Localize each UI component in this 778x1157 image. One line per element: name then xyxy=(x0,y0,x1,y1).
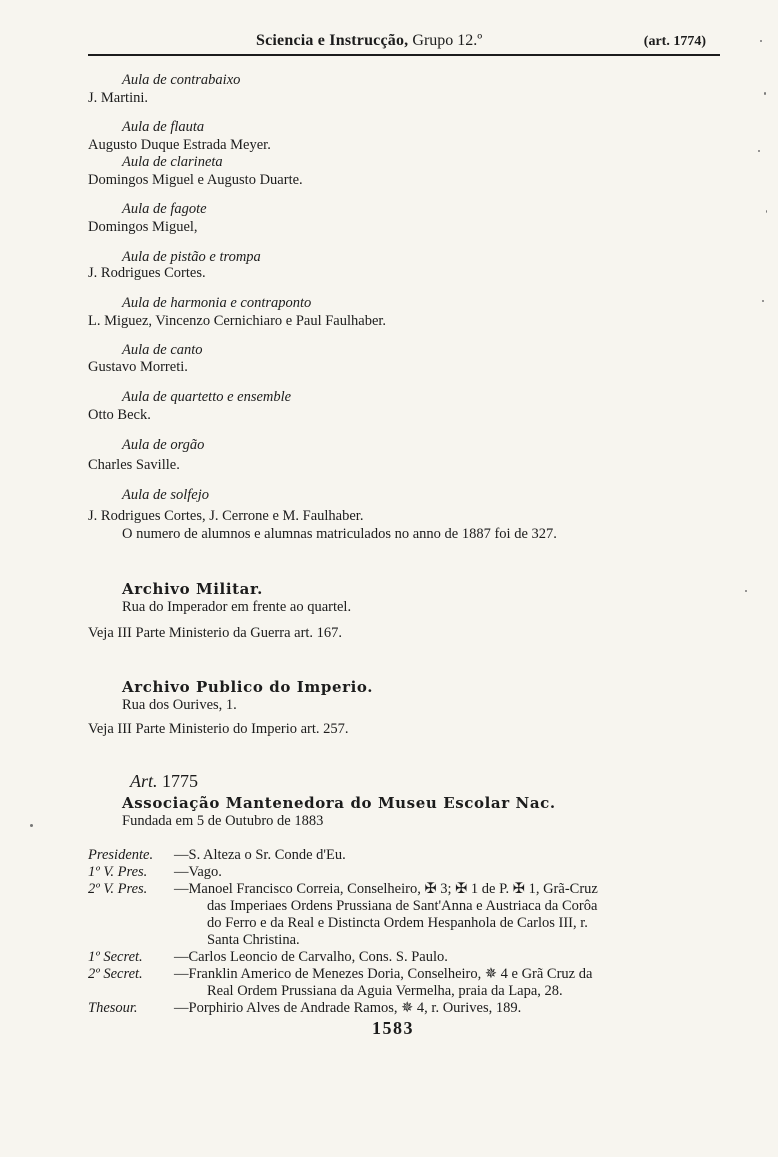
page-number: 1583 xyxy=(372,1018,414,1038)
association-title: Associação Mantenedora do Museu Escolar Nac. xyxy=(122,794,556,812)
officer-name: —Porphirio Alves de Andrade Ramos, ✵ 4, r. Ourives, 189. xyxy=(174,1000,522,1016)
section-title-archivo-publico: Archivo Publico do Imperio. xyxy=(122,678,374,696)
officer-role: 2º Secret. xyxy=(88,966,143,982)
officer-detail: do Ferro e da Real e Distincta Ordem Hespanhola de Carlos III, r. xyxy=(207,915,588,931)
section-title-archivo-militar: Archivo Militar. xyxy=(122,580,263,598)
article-label: Art. xyxy=(130,771,158,791)
officer-detail: Real Ordem Prussiana da Aguia Vermelha, praia da Lapa, 28. xyxy=(207,983,563,999)
scan-speck xyxy=(762,300,764,302)
running-header xyxy=(88,28,720,56)
course-teachers: Augusto Duque Estrada Meyer. xyxy=(88,137,271,153)
scan-speck xyxy=(30,824,33,827)
course-teachers: Gustavo Morreti. xyxy=(88,359,188,375)
running-title-bold: Sciencia e Instrucção, xyxy=(256,32,409,49)
scan-speck xyxy=(760,40,762,42)
article-heading xyxy=(130,772,198,790)
officer-detail: das Imperiaes Ordens Prussiana de Sant'Anna e Austriaca da Corôa xyxy=(207,898,598,914)
course-teachers: J. Rodrigues Cortes. xyxy=(88,265,206,281)
cross-reference: Veja III Parte Ministerio do Imperio art. 257. xyxy=(88,721,349,737)
officer-name: —Carlos Leoncio de Carvalho, Cons. S. Paulo. xyxy=(174,949,448,965)
course-teachers: Domingos Miguel e Augusto Duarte. xyxy=(88,172,303,188)
officer-name: —Vago. xyxy=(174,864,222,880)
course-teachers: J. Martini. xyxy=(88,90,149,106)
officer-role: 1º V. Pres. xyxy=(88,864,148,880)
officer-role: Thesour. xyxy=(88,1000,138,1016)
running-title xyxy=(256,32,482,50)
course-teachers: Domingos Miguel, xyxy=(88,219,198,235)
course-title: Aula de solfejo xyxy=(122,487,209,503)
scan-speck xyxy=(766,210,767,213)
course-teachers: Otto Beck. xyxy=(88,407,151,423)
address: Rua do Imperador em frente ao quartel. xyxy=(122,599,352,615)
course-title: Aula de pistão e trompa xyxy=(122,249,261,265)
scan-speck xyxy=(745,590,747,592)
course-title: Aula de canto xyxy=(122,342,203,358)
enrollment-note: O numero de alumnos e alumnas matriculados no anno de 1887 foi de 327. xyxy=(122,526,557,542)
article-number: 1775 xyxy=(162,771,199,791)
scan-speck xyxy=(758,150,760,152)
officer-name: —Manoel Francisco Correia, Conselheiro, ✠ 3; ✠ 1 de P. ✠ 1, Grã-Cruz xyxy=(174,881,598,897)
course-title: Aula de quartetto e ensemble xyxy=(122,389,292,405)
officer-detail: Santa Christina. xyxy=(207,932,300,948)
officer-name: —Franklin Americo de Menezes Doria, Conselheiro, ✵ 4 e Grã Cruz da xyxy=(174,966,593,982)
course-title: Aula de fagote xyxy=(122,201,207,217)
cross-reference: Veja III Parte Ministerio da Guerra art. 167. xyxy=(88,625,343,641)
scan-speck xyxy=(764,92,766,95)
course-title: Aula de harmonia e contraponto xyxy=(122,295,312,311)
course-title: Aula de orgão xyxy=(122,437,205,453)
course-title: Aula de flauta xyxy=(122,119,205,135)
officer-role: 2º V. Pres. xyxy=(88,881,148,897)
running-title-rest: Grupo 12.º xyxy=(408,32,483,49)
course-title: Aula de clarineta xyxy=(122,154,223,170)
course-title: Aula de contrabaixo xyxy=(122,72,241,88)
address: Rua dos Ourives, 1. xyxy=(122,697,237,713)
officer-role: Presidente. xyxy=(88,847,154,863)
article-reference: (art. 1774) xyxy=(643,34,706,49)
course-teachers: Charles Saville. xyxy=(88,457,180,473)
course-teachers: L. Miguez, Vincenzo Cernichiaro e Paul Faulhaber. xyxy=(88,313,387,329)
course-teachers: J. Rodrigues Cortes, J. Cerrone e M. Faulhaber. xyxy=(88,508,364,524)
founded-date: Fundada em 5 de Outubro de 1883 xyxy=(122,813,324,829)
officer-name: —S. Alteza o Sr. Conde d'Eu. xyxy=(174,847,346,863)
officer-role: 1º Secret. xyxy=(88,949,143,965)
